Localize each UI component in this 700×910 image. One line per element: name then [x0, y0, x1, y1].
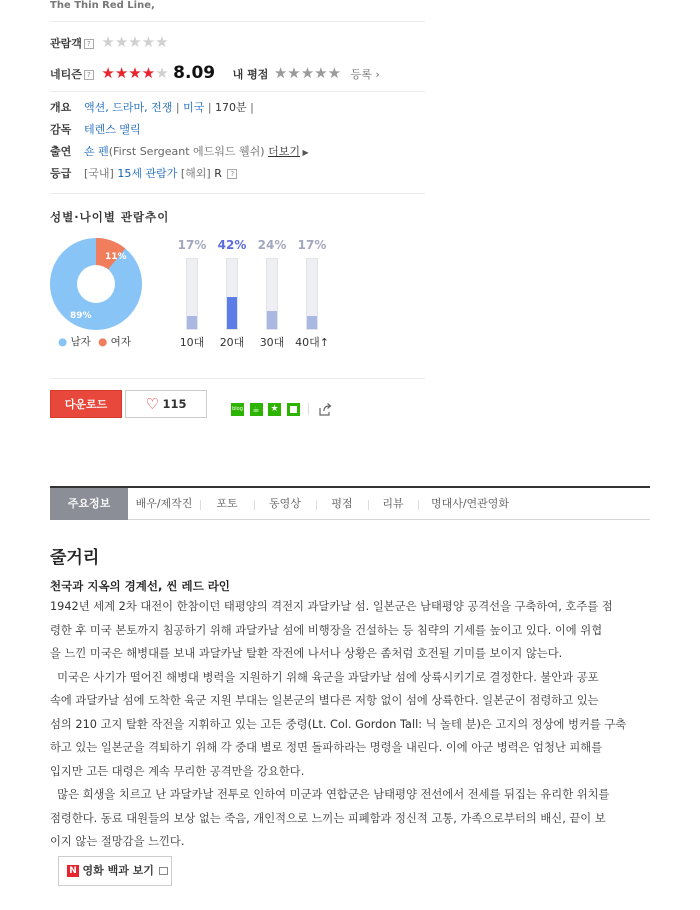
- synopsis-line: 점령한다. 동료 대원들의 보상 없는 죽음, 개인적으로 느끼는 피폐함과 정신적 고통, 가족으로부터의 배신, 끝이 보: [50, 811, 606, 825]
- netizen-stars: ★★★★★: [101, 64, 169, 82]
- genre-links[interactable]: 액션, 드라마, 전쟁: [84, 101, 173, 114]
- grade-domestic-link[interactable]: 15세 관람가: [117, 167, 178, 180]
- age-label: 40대↑: [295, 336, 329, 349]
- like-button[interactable]: [125, 390, 207, 418]
- age-bar: [266, 258, 278, 330]
- legend-male-label: 남자: [70, 336, 91, 348]
- audience-rating-row: [50, 34, 169, 50]
- grade-domestic-tag: [국내]: [84, 167, 114, 180]
- my-rating-stars[interactable]: ★★★★★: [273, 64, 342, 82]
- age-label: 30대: [259, 336, 285, 349]
- director-row: [50, 122, 141, 138]
- help-icon[interactable]: ?: [227, 169, 237, 179]
- age-label: 10대: [179, 336, 205, 349]
- grade-label: 등급: [50, 167, 72, 180]
- tab-divider: [200, 500, 201, 510]
- encyclopedia-button[interactable]: [58, 856, 172, 886]
- actor-link[interactable]: 숀 펜: [84, 145, 109, 158]
- like-count: 115: [162, 397, 187, 411]
- synopsis-line: 령한 후 미국 본토까지 침공하기 위해 과달카날 섬에 비행장을 건설하는 등 침략의 기세를 높이고 있다. 이에 위협: [50, 623, 603, 637]
- synopsis-line: 섬의 210 고지 탈환 작전을 지휘하고 있는 고든 중령(Lt. Col. Gordon Tall: 닉 놀테 분)은 고지의 정상에 벙커를 구축: [50, 717, 627, 731]
- synopsis-line: 속에 과달카날 섬에 도착한 육군 지원 부대는 일본군의 별다른 저항 없이 섬에 상륙한다. 일본군이 점령하고 있는: [50, 694, 599, 707]
- tab-divider: [368, 500, 369, 510]
- grade-foreign: R: [214, 167, 222, 180]
- netizen-rating-row: [50, 63, 380, 83]
- tab-5[interactable]: 평점: [331, 497, 353, 510]
- blog-icon[interactable]: blog: [231, 403, 244, 416]
- age-pct-label: 17%: [177, 238, 207, 252]
- movie-english-title: The Thin Red Line,: [50, 0, 155, 11]
- netizen-score: 8.09: [173, 63, 216, 83]
- synopsis-body: [50, 595, 650, 854]
- age-bar-fill: [187, 316, 197, 329]
- overview-row: 개요 액션, 드라마, 전쟁 | 미국 | 170분 |: [50, 101, 254, 114]
- director-label: 감독: [50, 123, 72, 136]
- heart-icon: ♡: [145, 395, 159, 413]
- help-icon[interactable]: ?: [84, 70, 94, 80]
- tab-3[interactable]: 포토: [216, 497, 238, 510]
- country-link[interactable]: 미국: [183, 101, 205, 114]
- synopsis-line: 입지만 고든 대령은 계속 무리한 공격만을 강요한다.: [50, 764, 305, 778]
- audience-label: 관람객: [50, 37, 82, 50]
- age-label: 20대: [219, 336, 245, 349]
- download-label: 다운로드: [64, 398, 108, 411]
- help-icon[interactable]: ?: [84, 39, 94, 49]
- line-icon[interactable]: [287, 403, 300, 416]
- tab-2[interactable]: 배우/제작진: [135, 497, 193, 510]
- synopsis-line: 을 느낀 미국은 해병대를 보내 과달카날 탈환 작전에 나서나 상황은 좀처럼 호전될 기미를 보이지 않는다.: [50, 647, 563, 660]
- age-bar-fill: [267, 311, 277, 329]
- cast-label: 출연: [50, 145, 72, 158]
- male-pct-label: 89%: [70, 311, 92, 321]
- band-icon[interactable]: ★: [268, 403, 281, 416]
- grade-foreign-tag: [해외]: [180, 167, 211, 180]
- age-bar: [226, 258, 238, 330]
- actor-role: (First Sergeant 에드워드 웰쉬): [108, 145, 265, 158]
- cast-row: [50, 144, 309, 160]
- tab-1[interactable]: 주요정보: [50, 488, 128, 520]
- register-link[interactable]: 등록 ›: [350, 68, 380, 81]
- tab-6[interactable]: 리뷰: [382, 497, 404, 510]
- age-bar-fill: [227, 297, 237, 329]
- director-link[interactable]: 테렌스 맬릭: [84, 123, 141, 136]
- download-button[interactable]: [50, 390, 122, 418]
- share-icon[interactable]: [318, 403, 332, 419]
- encyclopedia-label: 영화 백과 보기: [82, 864, 154, 877]
- synopsis-subtitle: 천국과 지옥의 경계선, 씬 레드 라인: [50, 579, 230, 593]
- synopsis-line: 미국은 사기가 떨어진 해병대 병력을 지원하기 위해 육군을 과달카날 섬에 상륙시키기로 결정한다. 불안과 공포: [50, 670, 599, 684]
- age-pct-label: 24%: [257, 238, 287, 252]
- demographics-title: 성별·나이별 관람추이: [50, 210, 170, 224]
- pie-hole: [77, 265, 115, 303]
- synopsis-line: 하고 있는 일본군을 격퇴하기 위해 각 중대 별로 정면 돌파하라는 명령을 내린다. 이에 아군 병력은 엄청난 피해를: [50, 741, 603, 754]
- divider: [50, 91, 425, 92]
- my-rating-label: 내 평점: [232, 68, 269, 81]
- gender-pie-chart: [50, 238, 142, 330]
- tab-divider: [418, 500, 419, 510]
- divider: [308, 403, 309, 415]
- gender-legend: [58, 334, 131, 349]
- divider: [50, 378, 425, 379]
- legend-female-dot: ●: [98, 336, 108, 348]
- audience-stars: ★★★★★: [101, 33, 169, 51]
- new-window-icon: [159, 867, 168, 875]
- legend-male-dot: ●: [58, 336, 68, 348]
- age-bar-chart: [172, 238, 342, 352]
- age-pct-label: 17%: [297, 238, 327, 252]
- tab-bar: [50, 486, 650, 520]
- grade-row: [50, 166, 237, 182]
- synopsis-line: 이지 않는 절망감을 느낀다.: [50, 835, 185, 848]
- female-pct-label: 11%: [105, 252, 127, 262]
- netizen-label: 네티즌: [50, 68, 82, 81]
- triangle-right-icon: ▶: [299, 148, 309, 157]
- age-bar: [186, 258, 198, 330]
- tab-4[interactable]: 동영상: [269, 497, 301, 510]
- naver-badge-icon: N: [67, 865, 79, 877]
- divider: [50, 193, 425, 194]
- tab-7[interactable]: 명대사/연관영화: [430, 497, 510, 510]
- more-cast-link[interactable]: 더보기: [268, 145, 300, 158]
- cafe-icon[interactable]: ☕: [250, 403, 263, 416]
- chevron-right-icon: ›: [371, 68, 380, 81]
- tab-divider: [254, 500, 255, 510]
- age-bar: [306, 258, 318, 330]
- age-bar-fill: [307, 316, 317, 329]
- age-pct-label: 42%: [217, 238, 247, 252]
- synopsis-heading: 줄거리: [50, 548, 100, 568]
- synopsis-line: 많은 희생을 치르고 난 과달카날 전투로 인하여 미군과 연합군은 남태평양 전선에서 전세를 뒤집는 유리한 위치를: [50, 788, 610, 801]
- synopsis-line: 1942년 세계 2차 대전이 한참이던 태평양의 격전지 과달카날 섬. 일본군은 남태평양 공격선을 구축하여, 호주를 점: [50, 600, 613, 613]
- tab-divider: [316, 500, 317, 510]
- share-icons: [231, 403, 332, 417]
- legend-female-label: 여자: [110, 336, 131, 348]
- runtime: 170분: [215, 101, 247, 114]
- divider: [50, 21, 425, 22]
- overview-label: 개요: [50, 101, 72, 114]
